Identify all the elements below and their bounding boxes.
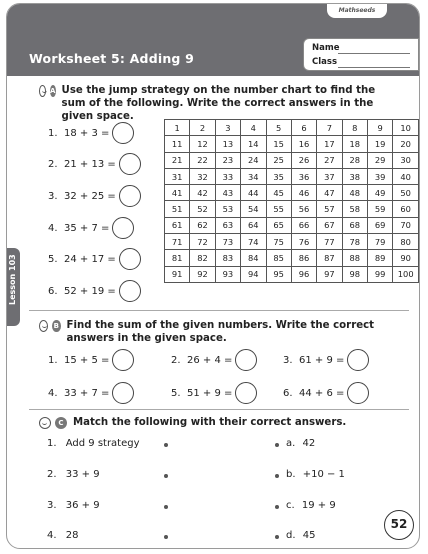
chart-cell: 65 (266, 217, 291, 233)
chart-cell: 61 (165, 217, 190, 233)
answer-circle[interactable] (347, 349, 369, 371)
chart-cell: 89 (368, 250, 393, 266)
match-right-d (286, 530, 315, 541)
question-expression: 33 + 7 = (64, 387, 110, 399)
answer-circle[interactable] (119, 153, 141, 175)
match-left-2 (47, 469, 100, 480)
section-divider (29, 310, 409, 311)
question-a2 (48, 153, 141, 175)
chart-cell: 100 (393, 266, 419, 282)
chart-cell: 62 (190, 217, 215, 233)
question-number: 5. (48, 253, 58, 265)
chart-cell: 57 (317, 201, 342, 217)
chart-cell: 96 (291, 266, 316, 282)
question-b5 (171, 382, 257, 404)
section-c-instruction: Match the following with their correct answers. (73, 417, 347, 428)
question-expression: 61 + 9 = (299, 354, 345, 366)
chart-cell: 49 (368, 185, 393, 201)
chart-row (165, 152, 419, 168)
chart-cell: 70 (393, 217, 419, 233)
chart-cell: 86 (291, 250, 316, 266)
chart-cell: 33 (215, 168, 240, 184)
chart-cell: 81 (165, 250, 190, 266)
chart-cell: 53 (215, 201, 240, 217)
section-b-instruction: Find the sum of the given numbers. Write the correct answers in the given space. (66, 320, 375, 344)
question-number: 3. (48, 190, 58, 202)
chart-cell: 30 (393, 152, 419, 168)
answer-circle[interactable] (235, 349, 257, 371)
chart-cell: 19 (368, 136, 393, 152)
chart-cell: 66 (291, 217, 316, 233)
worksheet-title: Worksheet 5: Adding 9 (29, 51, 195, 66)
chart-row (165, 250, 419, 266)
item-text: 19 + 9 (301, 500, 336, 511)
chart-cell: 5 (266, 120, 291, 136)
chart-cell: 20 (393, 136, 419, 152)
question-number: 1. (48, 354, 58, 366)
chart-cell: 48 (342, 185, 367, 201)
answer-circle[interactable] (112, 349, 134, 371)
question-expression: 44 + 6 = (299, 387, 345, 399)
chart-cell: 6 (291, 120, 316, 136)
chart-row (165, 201, 419, 217)
question-number: 4. (48, 222, 58, 234)
chart-cell: 78 (342, 234, 367, 250)
chart-row (165, 217, 419, 233)
class-label: Class (312, 57, 338, 67)
chart-cell: 42 (190, 185, 215, 201)
match-dot-right[interactable] (275, 443, 279, 447)
chart-cell: 22 (190, 152, 215, 168)
chart-cell: 7 (317, 120, 342, 136)
chart-cell: 77 (317, 234, 342, 250)
match-dot-right[interactable] (275, 505, 279, 509)
answer-circle[interactable] (112, 217, 134, 239)
chart-cell: 99 (368, 266, 393, 282)
chart-cell: 98 (342, 266, 367, 282)
question-expression: 18 + 3 = (64, 127, 110, 139)
chart-cell: 85 (266, 250, 291, 266)
question-a6 (48, 280, 141, 302)
chart-cell: 82 (190, 250, 215, 266)
match-dot-left[interactable] (164, 474, 168, 478)
question-b2 (171, 349, 257, 371)
match-dot-left[interactable] (164, 505, 168, 509)
section-c-badge: C (55, 417, 67, 429)
question-number: 6. (283, 387, 293, 399)
question-b3 (283, 349, 369, 371)
chart-cell: 45 (266, 185, 291, 201)
chart-row (165, 266, 419, 282)
question-expression: 15 + 5 = (64, 354, 110, 366)
chart-cell: 91 (165, 266, 190, 282)
match-dot-left[interactable] (164, 535, 168, 539)
chart-cell: 64 (241, 217, 266, 233)
class-field[interactable] (338, 67, 410, 68)
question-a5 (48, 248, 141, 270)
item-text: 45 (302, 530, 316, 541)
question-number: 2. (171, 354, 181, 366)
brand-logo: Mathseeds (327, 4, 387, 18)
question-a4 (48, 217, 134, 239)
question-b4 (48, 382, 134, 404)
chart-cell: 17 (317, 136, 342, 152)
chart-cell: 71 (165, 234, 190, 250)
chart-cell: 83 (215, 250, 240, 266)
mascot-icon (39, 320, 48, 332)
chart-cell: 3 (215, 120, 240, 136)
match-left-1 (47, 438, 140, 449)
question-number: 1. (48, 127, 58, 139)
question-number: 6. (48, 285, 58, 297)
match-dot-right[interactable] (275, 535, 279, 539)
chart-cell: 21 (165, 152, 190, 168)
question-expression: 51 + 9 = (187, 387, 233, 399)
question-a1 (48, 122, 134, 144)
item-number: 2. (47, 469, 57, 480)
chart-cell: 11 (165, 136, 190, 152)
chart-row (165, 185, 419, 201)
item-letter: b. (286, 469, 296, 480)
match-right-c (286, 500, 336, 511)
chart-cell: 28 (342, 152, 367, 168)
chart-cell: 90 (393, 250, 419, 266)
chart-cell: 43 (215, 185, 240, 201)
chart-row (165, 234, 419, 250)
chart-cell: 58 (342, 201, 367, 217)
chart-cell: 14 (241, 136, 266, 152)
question-number: 3. (283, 354, 293, 366)
chart-cell: 34 (241, 168, 266, 184)
chart-cell: 80 (393, 234, 419, 250)
section-a-badge: A (49, 87, 56, 95)
chart-cell: 84 (241, 250, 266, 266)
chart-cell: 18 (342, 136, 367, 152)
chart-cell: 39 (368, 168, 393, 184)
chart-cell: 36 (291, 168, 316, 184)
answer-circle[interactable] (119, 248, 141, 270)
item-text: 42 (302, 438, 316, 449)
chart-cell: 13 (215, 136, 240, 152)
chart-cell: 1 (165, 120, 190, 136)
chart-cell: 38 (342, 168, 367, 184)
chart-cell: 56 (291, 201, 316, 217)
chart-cell: 44 (241, 185, 266, 201)
item-letter: c. (286, 500, 295, 511)
item-letter: d. (286, 530, 296, 541)
answer-circle[interactable] (235, 382, 257, 404)
section-b-heading (39, 319, 399, 345)
item-text: Add 9 strategy (65, 438, 140, 449)
chart-cell: 74 (241, 234, 266, 250)
chart-row (165, 168, 419, 184)
answer-circle[interactable] (119, 185, 141, 207)
name-label: Name (312, 43, 340, 53)
answer-circle[interactable] (347, 382, 369, 404)
chart-cell: 23 (215, 152, 240, 168)
chart-cell: 15 (266, 136, 291, 152)
question-expression: 26 + 4 = (187, 354, 233, 366)
section-divider (29, 409, 409, 410)
chart-cell: 72 (190, 234, 215, 250)
chart-cell: 67 (317, 217, 342, 233)
chart-cell: 25 (266, 152, 291, 168)
chart-cell: 40 (393, 168, 419, 184)
chart-cell: 24 (241, 152, 266, 168)
question-expression: 32 + 25 = (64, 190, 116, 202)
question-number: 5. (171, 387, 181, 399)
item-text: 33 + 9 (65, 469, 100, 480)
chart-cell: 63 (215, 217, 240, 233)
question-expression: 35 + 7 = (64, 222, 110, 234)
chart-cell: 97 (317, 266, 342, 282)
worksheet-page (6, 3, 420, 549)
question-number: 2. (48, 158, 58, 170)
answer-circle[interactable] (119, 280, 141, 302)
question-expression: 21 + 13 = (64, 158, 116, 170)
question-expression: 52 + 19 = (64, 285, 116, 297)
answer-circle[interactable] (112, 122, 134, 144)
question-expression: 24 + 17 = (64, 253, 116, 265)
match-dot-left[interactable] (164, 443, 168, 447)
chart-cell: 47 (317, 185, 342, 201)
match-right-b (286, 469, 345, 480)
chart-cell: 92 (190, 266, 215, 282)
section-b-badge: B (53, 322, 59, 330)
item-text: 36 + 9 (65, 500, 100, 511)
chart-cell: 60 (393, 201, 419, 217)
chart-row (165, 136, 419, 152)
item-text: +10 − 1 (302, 469, 345, 480)
chart-cell: 26 (291, 152, 316, 168)
question-a3 (48, 185, 141, 207)
chart-cell: 50 (393, 185, 419, 201)
question-number: 4. (48, 387, 58, 399)
chart-cell: 8 (342, 120, 367, 136)
chart-cell: 2 (190, 120, 215, 136)
item-number: 4. (47, 530, 57, 541)
chart-cell: 52 (190, 201, 215, 217)
chart-cell: 10 (393, 120, 419, 136)
chart-cell: 59 (368, 201, 393, 217)
number-chart (164, 119, 419, 283)
mascot-icon (39, 85, 46, 97)
chart-cell: 55 (266, 201, 291, 217)
chart-cell: 68 (342, 217, 367, 233)
chart-cell: 46 (291, 185, 316, 201)
chart-cell: 79 (368, 234, 393, 250)
mascot-icon (39, 417, 51, 429)
chart-cell: 16 (291, 136, 316, 152)
section-a-instruction: Use the jump strategy on the number chart to find the sum of the following. Write the correct answers in the given space. (61, 85, 376, 122)
item-letter: a. (286, 438, 296, 449)
chart-cell: 75 (266, 234, 291, 250)
chart-cell: 9 (368, 120, 393, 136)
chart-cell: 32 (190, 168, 215, 184)
chart-cell: 12 (190, 136, 215, 152)
item-number: 3. (47, 500, 57, 511)
chart-cell: 87 (317, 250, 342, 266)
chart-cell: 27 (317, 152, 342, 168)
chart-cell: 29 (368, 152, 393, 168)
section-c-heading (39, 416, 399, 429)
chart-cell: 93 (215, 266, 240, 282)
name-field[interactable] (338, 53, 410, 54)
match-left-3 (47, 500, 100, 511)
match-left-4 (47, 530, 78, 541)
chart-cell: 94 (241, 266, 266, 282)
page-number: 52 (384, 510, 414, 540)
chart-cell: 35 (266, 168, 291, 184)
match-right-a (286, 438, 315, 449)
chart-cell: 31 (165, 168, 190, 184)
chart-cell: 54 (241, 201, 266, 217)
chart-cell: 95 (266, 266, 291, 282)
answer-circle[interactable] (112, 382, 134, 404)
chart-cell: 4 (241, 120, 266, 136)
name-class-box (303, 38, 419, 71)
chart-cell: 88 (342, 250, 367, 266)
chart-cell: 69 (368, 217, 393, 233)
item-number: 1. (47, 438, 57, 449)
lesson-label: Lesson 103 (8, 254, 17, 305)
question-b1 (48, 349, 134, 371)
worksheet-header (7, 4, 419, 76)
chart-cell: 51 (165, 201, 190, 217)
section-a-heading (39, 84, 399, 123)
item-text: 28 (65, 530, 79, 541)
chart-cell: 37 (317, 168, 342, 184)
chart-cell: 73 (215, 234, 240, 250)
question-b6 (283, 382, 369, 404)
chart-cell: 41 (165, 185, 190, 201)
match-dot-right[interactable] (275, 474, 279, 478)
chart-cell: 76 (291, 234, 316, 250)
chart-row (165, 120, 419, 136)
